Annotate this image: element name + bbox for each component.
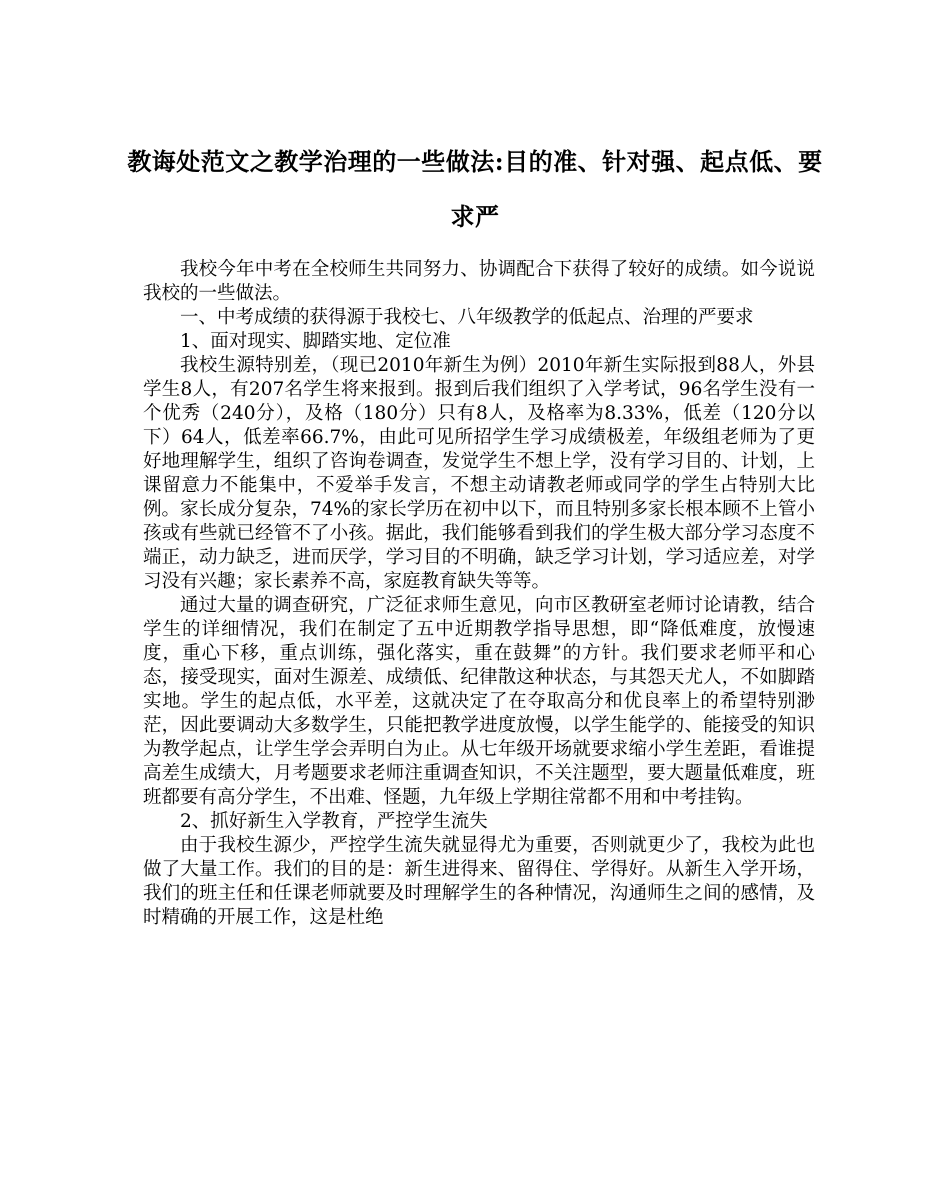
- section-heading: 一、中考成绩的获得源于我校七、八年级教学的低起点、治理的严要求: [180, 307, 754, 328]
- paragraph: 我校生源特别差，（现已2010年新生为例）2010年新生实际报到88人，外县学生8人，有207名学生将来报到。报到后我们组织了入学考试，96名学生没有一个优秀（240分），及格（180分）只有8人，及格率为8.33%，低差（120分以下）64人，低差率66.7%，由此可见所招学生学习成绩极差，年级组老师为了更好地理解学生，组织了咨询卷调查，发觉学生不想上学，没有学习目的、计划，上课留意力不能集中，不爱举手发言，不想主动请教老师或同学的学生占特别大比例。家长成分复杂，74%的家长学历在初中以下，而且特别多家长根本顾不上管小孩或有些就已经管不了小孩。据此，我们能够看到我们的学生极大部分学习态度不端正，动力缺乏，进而厌学，学习目的不明确，缺乏学习计划，学习适应差，对学习没有兴趣；家长素养不高，家庭教育缺失等等。: [143, 355, 815, 592]
- subsection-heading: 1、面对现实、脚踏实地、定位准: [180, 331, 451, 352]
- paragraph: 由于我校生源少，严控学生流失就显得尤为重要，否则就更少了，我校为此也做了大量工作。我们的目的是：新生进得来、留得住、学得好。从新生入学开场，我们的班主任和任课老师就要及时理解学生的各种情况，沟通师生之间的感情，及时精确的开展工作，这是杜绝: [143, 835, 815, 928]
- paragraph: 通过大量的调查研究，广泛征求师生意见，向市区教研室老师讨论请教，结合学生的详细情况，我们在制定了五中近期教学指导思想，即“降低难度，放慢速度，重心下移，重点训练，强化落实，重在鼓舞”的方针。我们要求老师平和心态，接受现实，面对生源差、成绩低、纪律散这种状态，与其怨天尤人，不如脚踏实地。学生的起点低，水平差，这就决定了在夺取高分和优良率上的希望特别渺茫，因此要调动大多数学生，只能把教学进度放慢，以学生能学的、能接受的知识为教学起点，让学生学会弄明白为止。从七年级开场就要求缩小学生差距，看谁提高差生成绩大，月考题要求老师注重调查知识，不关注题型，要大题量低难度，班班都要有高分学生，不出难、怪题，九年级上学期往常都不用和中考挂钩。: [143, 595, 815, 808]
- document-title: 教诲处范文之教学治理的一些做法:目的准、针对强、起点低、要求严: [127, 147, 823, 231]
- paragraph: 我校今年中考在全校师生共同努力、协调配合下获得了较好的成绩。如今说说我校的一些做法。: [143, 259, 815, 304]
- subsection-heading: 2、抓好新生入学教育，严控学生流失: [180, 811, 488, 832]
- document-body: [143, 258, 815, 930]
